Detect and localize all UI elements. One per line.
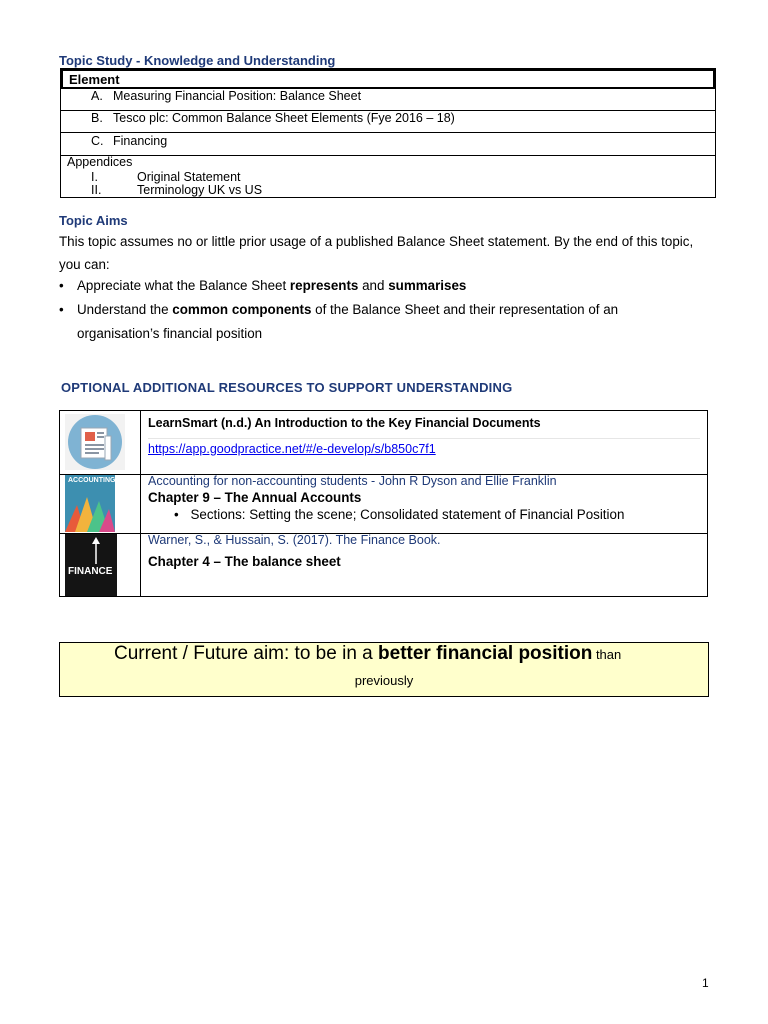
bold-segment: summarises xyxy=(388,278,467,293)
element-header-label: Element xyxy=(69,72,120,87)
page-number: 1 xyxy=(702,976,709,990)
appendix-text: Original Statement xyxy=(137,170,241,184)
aim-bullet-text xyxy=(77,274,697,298)
element-table-header xyxy=(61,69,715,89)
resource-thumbnail xyxy=(65,414,125,470)
book-cover xyxy=(65,475,115,532)
appendix-number: I. xyxy=(91,170,98,184)
bullet-icon: • xyxy=(59,278,64,293)
bold-segment: common components xyxy=(172,302,312,317)
element-letter: A. xyxy=(91,89,103,103)
element-table xyxy=(60,68,716,198)
topic-aims-intro: This topic assumes no or little prior usage of a published Balance Sheet statement. By the end of this topic, you can: xyxy=(59,234,694,272)
resource-bullet-text: Sections: Setting the scene; Consolidated statement of Financial Position xyxy=(190,507,625,522)
text-segment: Appreciate what the Balance Sheet xyxy=(77,278,290,293)
book-cover-title: FINANCE xyxy=(68,566,113,577)
resource-chapter: Chapter 4 – The balance sheet xyxy=(148,554,341,569)
divider xyxy=(61,155,715,156)
resources-heading: OPTIONAL ADDITIONAL RESOURCES TO SUPPORT UNDERSTANDING xyxy=(61,380,513,395)
element-text: Financing xyxy=(113,134,168,148)
bold-segment: represents xyxy=(289,278,359,293)
element-letter: C. xyxy=(91,134,104,148)
aim-bullet-text xyxy=(77,298,697,346)
resource-title: LearnSmart (n.d.) An Introduction to the Key Financial Documents xyxy=(148,416,541,430)
resource-chapter: Chapter 9 – The Annual Accounts xyxy=(148,490,362,505)
book-cover-art xyxy=(65,475,115,532)
text-segment: of the Balance Sheet and their representation of an organisation’s financial position xyxy=(77,302,619,341)
appendix-text: Terminology UK vs US xyxy=(137,183,263,197)
book-cover-title: ACCOUNTING xyxy=(68,477,115,484)
resource-bullet xyxy=(174,507,624,522)
divider xyxy=(61,132,715,133)
aim-text: Current / Future aim: to be in a xyxy=(114,643,379,664)
element-text: Tesco plc: Common Balance Sheet Elements (Fye 2016 – 18) xyxy=(113,111,455,125)
aim-text: than xyxy=(592,647,622,662)
resource-link[interactable]: https://app.goodpractice.net/#/e-develop/s/b850c7f1 xyxy=(148,442,436,456)
appendix-number: II. xyxy=(91,183,102,197)
resources-table xyxy=(59,410,708,597)
resource-title: Warner, S., & Hussain, S. (2017). The Finance Book. xyxy=(148,533,441,547)
aim-line: previously xyxy=(354,673,414,688)
topic-study-heading: Topic Study - Knowledge and Understanding xyxy=(59,53,336,68)
appendices-label: Appendices xyxy=(67,155,133,169)
aim-line xyxy=(114,643,621,665)
book-cover xyxy=(65,534,117,596)
element-text: Measuring Financial Position: Balance Sheet xyxy=(113,89,362,103)
resource-title: Accounting for non-accounting students - John R Dyson and Ellie Franklin xyxy=(148,474,557,488)
aim-bold-text: better financial position xyxy=(378,643,593,664)
text-segment: Understand the xyxy=(77,302,173,317)
column-divider xyxy=(140,411,141,596)
document-icon xyxy=(65,414,125,470)
text-segment: and xyxy=(358,278,389,293)
element-letter: B. xyxy=(91,111,103,125)
bullet-icon: • xyxy=(59,302,64,317)
topic-aims-heading: Topic Aims xyxy=(59,213,128,228)
bullet-icon: • xyxy=(174,507,179,522)
divider xyxy=(148,438,700,439)
arrow-up-icon xyxy=(65,534,117,596)
aim-box xyxy=(59,642,709,697)
